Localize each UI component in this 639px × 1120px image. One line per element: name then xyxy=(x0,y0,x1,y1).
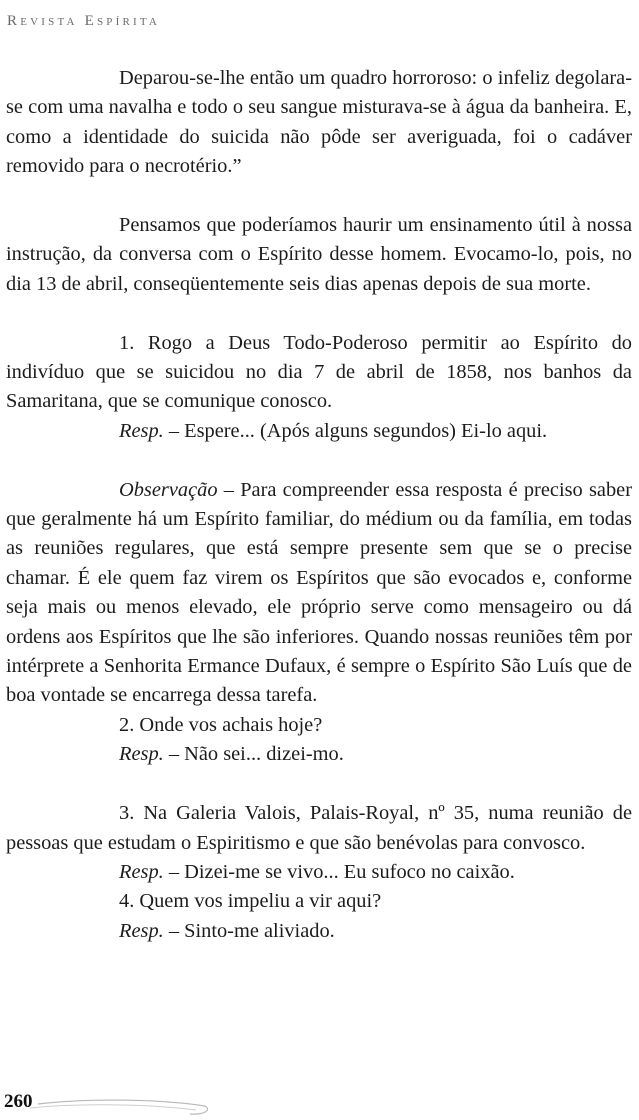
question-1: 1. Rogo a Deus Todo-Poderoso permitir ao Espírito do indivíduo que se suicidou no dia 7 de abril de 1858, nos banhos da Samaritana, que se comunique conosco. xyxy=(6,331,632,413)
running-header: Revista Espírita xyxy=(7,13,161,29)
answer-label: Resp. xyxy=(119,919,164,942)
answer-2 xyxy=(6,740,632,769)
page-number: 260 xyxy=(4,1091,33,1112)
observation-text: – Para compreender essa resposta é preciso saber que geralmente há um Espírito familiar, do médium ou da família, em todas as reuniões regulares, que está sempre presente sem que se o precise chamar. É ele quem faz virem os Espíritos que são evocados e, conforme seja mais ou menos elevado, ele próprio serve como mensageiro ou dá ordens aos Espíritos que lhe são inferiores. Quando nossas reuniões têm por intérprete a Senhorita Ermance Dufaux, é sempre o Espírito São Luís que de boa vontade se encarrega dessa tarefa. xyxy=(6,478,632,707)
answer-text: – Dizei-me se vivo... Eu sufoco no caixão. xyxy=(163,860,515,883)
answer-text: – Espere... (Após alguns segundos) Ei-lo aqui. xyxy=(163,419,548,442)
question-4: 4. Quem vos impeliu a vir aqui? xyxy=(119,890,382,913)
body-text xyxy=(6,64,632,946)
observation-label: Observação xyxy=(119,478,218,501)
answer-text: – Sinto-me aliviado. xyxy=(163,919,335,942)
answer-label: Resp. xyxy=(119,743,164,766)
answer-text: – Não sei... dizei-mo. xyxy=(163,743,344,766)
answer-label: Resp. xyxy=(119,419,164,442)
answer-label: Resp. xyxy=(119,860,164,883)
paragraph-2: Pensamos que poderíamos haurir um ensinamento útil à nossa instrução, da conversa com o Espírito desse homem. Evocamo-lo, pois, no dia 13 de abril, conseqüentemente seis dias apenas depois de sua morte. xyxy=(6,214,632,295)
question-2: 2. Onde vos achais hoje? xyxy=(119,713,323,736)
decorative-flourish xyxy=(0,1096,230,1120)
question-3: 3. Na Galeria Valois, Palais-Royal, nº 35, numa reunião de pessoas que estudam o Espiritismo e que são benévolas para convosco. xyxy=(6,802,632,854)
answer-1 xyxy=(6,417,632,446)
answer-3 xyxy=(6,858,632,887)
answer-4 xyxy=(6,917,632,946)
paragraph-1: Deparou-se-lhe então um quadro horroroso: o infeliz degolara-se com uma navalha e todo o seu sangue misturava-se à água da banheira. E, como a identidade do suicida não pôde ser averiguada, foi o cadáver removido para o necrotério.” xyxy=(6,67,632,178)
observation-note xyxy=(6,476,632,711)
